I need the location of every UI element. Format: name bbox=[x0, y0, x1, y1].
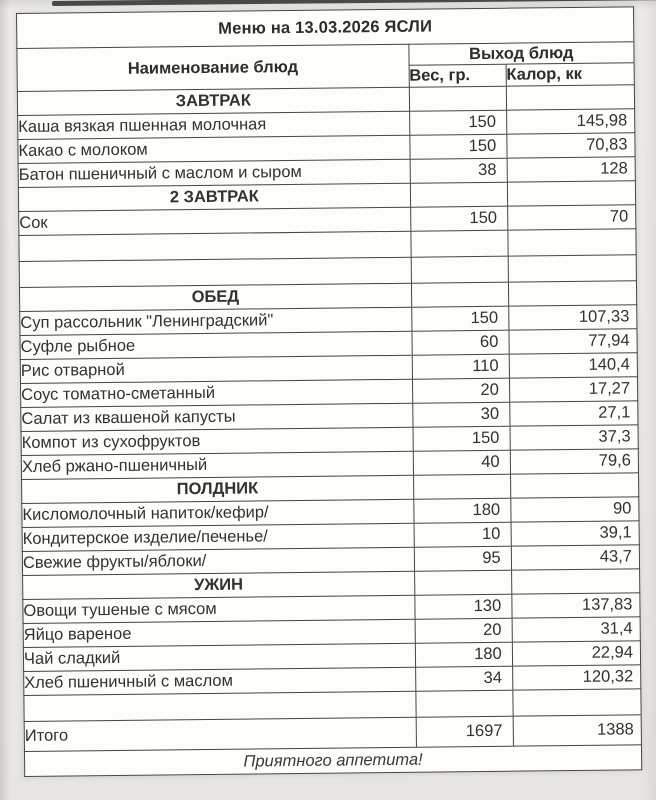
bon-appetit-note: Приятного аппетита! bbox=[24, 745, 641, 777]
calories-value: 107,33 bbox=[508, 305, 637, 330]
dish-name: Суфле рыбное bbox=[20, 331, 412, 359]
dish-name: Рис отварной bbox=[20, 355, 412, 383]
calories-value: 79,6 bbox=[510, 449, 639, 474]
weight-value: 40 bbox=[413, 450, 510, 475]
weight-value: 1697 bbox=[416, 716, 513, 747]
dish-name: Свежие фрукты/яблоки/ bbox=[22, 547, 414, 575]
weight-value: 180 bbox=[415, 642, 512, 667]
column-header-dish-name: Наименование блюд bbox=[17, 44, 409, 91]
column-header-calories: Калор, кк bbox=[506, 63, 634, 86]
calories-value: 17,27 bbox=[509, 377, 638, 402]
weight-value bbox=[411, 256, 508, 283]
weight-value: 130 bbox=[414, 594, 511, 619]
dish-name: Яйцо вареное bbox=[23, 619, 415, 647]
weight-value: 95 bbox=[414, 546, 511, 571]
calories-value: 31,4 bbox=[512, 617, 641, 642]
calories-value: 128 bbox=[507, 157, 636, 182]
menu-sheet bbox=[16, 6, 642, 777]
weight-value: 10 bbox=[414, 522, 511, 547]
dish-name: Батон пшеничный с маслом и сыром bbox=[18, 159, 410, 187]
weight-value: 60 bbox=[412, 330, 509, 355]
calories-value: 27,1 bbox=[509, 401, 638, 426]
weight-value: 110 bbox=[412, 354, 509, 379]
section-title: ЗАВТРАК bbox=[17, 87, 409, 115]
dish-name: Хлеб пшеничный с маслом bbox=[24, 667, 416, 695]
dish-name: Сок bbox=[19, 207, 411, 235]
weight-value: 150 bbox=[413, 426, 510, 451]
calories-value bbox=[513, 689, 642, 716]
weight-value: 20 bbox=[415, 618, 512, 643]
weight-value bbox=[410, 230, 507, 257]
calories-value: 137,83 bbox=[512, 593, 641, 618]
weight-value bbox=[415, 690, 512, 717]
dish-name: Хлеб ржано-пшеничный bbox=[21, 451, 413, 479]
calories-value: 70,83 bbox=[507, 133, 636, 158]
calories-value bbox=[511, 569, 640, 594]
calories-value bbox=[506, 85, 635, 110]
calories-value: 1388 bbox=[513, 715, 642, 746]
calories-value: 145,98 bbox=[506, 109, 635, 134]
menu-table bbox=[16, 6, 642, 777]
dish-name: Каша вязкая пшенная молочная bbox=[18, 111, 410, 139]
dish-name: Овощи тушеные с мясом bbox=[23, 595, 415, 623]
menu-table-footer bbox=[24, 745, 641, 777]
section-title: УЖИН bbox=[23, 571, 415, 599]
dish-name: Чай сладкий bbox=[23, 643, 415, 671]
weight-value bbox=[411, 282, 508, 307]
calories-value bbox=[508, 229, 637, 256]
calories-value: 77,94 bbox=[509, 329, 638, 354]
column-header-output-group: Выход блюд bbox=[408, 42, 634, 65]
section-title: ПОЛДНИК bbox=[22, 475, 414, 503]
calories-value bbox=[508, 255, 637, 282]
calories-value: 140,4 bbox=[509, 353, 638, 378]
weight-value: 38 bbox=[410, 158, 507, 183]
calories-value: 120,32 bbox=[512, 665, 641, 690]
weight-value bbox=[410, 182, 507, 207]
dish-name: Кисломолочный напиток/кефир/ bbox=[22, 499, 414, 527]
calories-value: 90 bbox=[511, 497, 640, 522]
calories-value bbox=[510, 473, 639, 498]
dish-name: Соус томатно-сметанный bbox=[21, 379, 413, 407]
calories-value: 39,1 bbox=[511, 521, 640, 546]
weight-value: 20 bbox=[412, 378, 509, 403]
dish-name: Салат из квашеной капусты bbox=[21, 403, 413, 431]
weight-value: 180 bbox=[413, 498, 510, 523]
weight-value: 150 bbox=[410, 206, 507, 231]
calories-value: 70 bbox=[507, 205, 636, 230]
dish-name: Итого bbox=[24, 717, 416, 751]
calories-value bbox=[508, 281, 637, 306]
weight-value bbox=[414, 570, 511, 595]
calories-value: 43,7 bbox=[511, 545, 640, 570]
menu-table-header bbox=[17, 7, 635, 92]
footer-row bbox=[24, 745, 641, 777]
section-title: ОБЕД bbox=[19, 283, 411, 311]
calories-value: 37,3 bbox=[510, 425, 639, 450]
calories-value bbox=[507, 181, 636, 206]
dish-name: Компот из сухофруктов bbox=[21, 427, 413, 455]
dish-name: Кондитерское изделие/печенье/ bbox=[22, 523, 414, 551]
weight-value: 30 bbox=[412, 402, 509, 427]
weight-value bbox=[409, 86, 506, 111]
scan-edge-artifact bbox=[52, 0, 656, 6]
section-title: 2 ЗАВТРАК bbox=[18, 183, 410, 211]
menu-rows bbox=[17, 85, 641, 752]
weight-value: 150 bbox=[409, 134, 506, 159]
weight-value bbox=[413, 474, 510, 499]
page-title: Меню на 13.03.2026 ЯСЛИ bbox=[17, 7, 634, 49]
dish-name: Суп рассольник "Ленинградский" bbox=[20, 307, 412, 335]
weight-value: 34 bbox=[415, 666, 512, 691]
weight-value: 150 bbox=[411, 306, 508, 331]
calories-value: 22,94 bbox=[512, 641, 641, 666]
column-header-weight: Вес, гр. bbox=[409, 64, 506, 87]
weight-value: 150 bbox=[409, 110, 506, 135]
dish-name: Какао с молоком bbox=[18, 135, 410, 163]
